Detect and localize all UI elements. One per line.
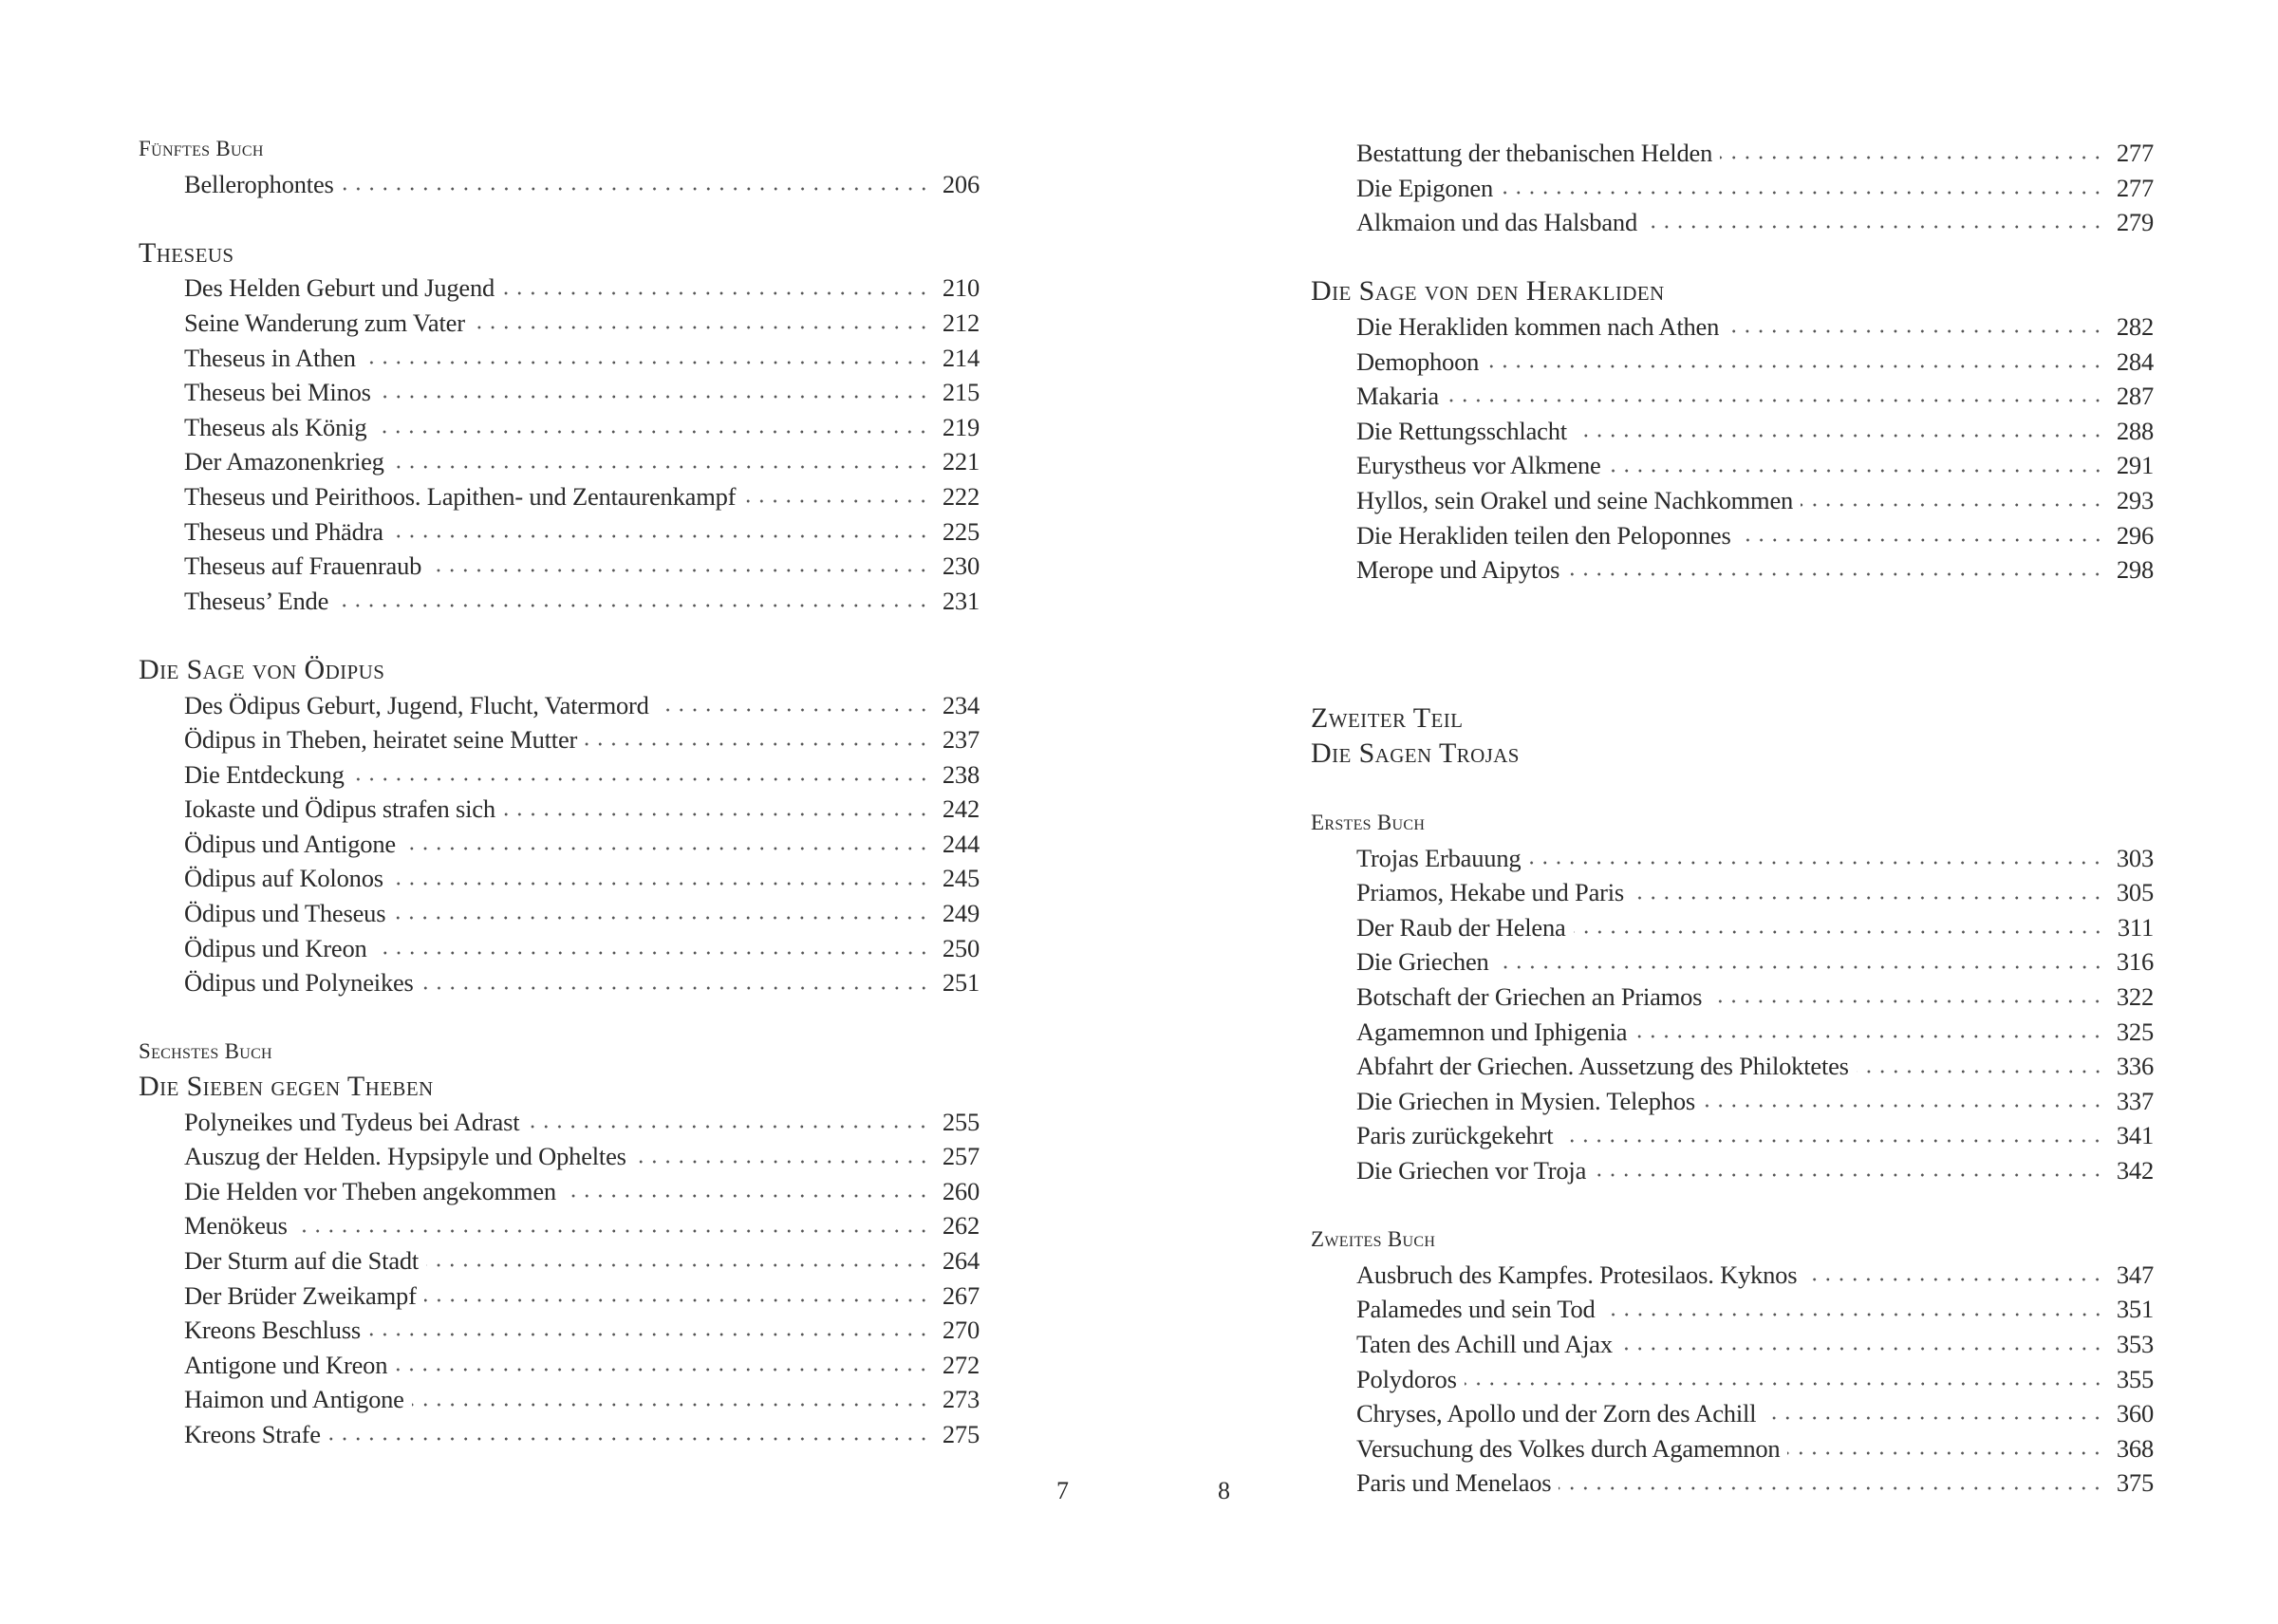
dot-leader [743,498,930,504]
spacer [1311,772,2154,807]
book-heading: Sechstes Buch [139,1039,272,1064]
dot-leader [1804,1277,2104,1282]
entry-page-number: 250 [942,933,980,962]
dot-leader [1609,468,2104,474]
toc-entry [1311,379,2154,414]
toc-entry [1311,1431,2154,1466]
dot-leader [1709,999,2104,1004]
dot-leader [1703,1103,2104,1109]
toc-entry [139,1382,980,1417]
entry-page-number: 336 [2116,1052,2154,1081]
entry-page-number: 222 [942,481,980,511]
entry-title: Antigone und Kreon [184,1350,388,1379]
entry-page-number: 275 [942,1419,980,1448]
entry-page-number: 255 [942,1107,980,1136]
toc-entry [1311,1258,2154,1293]
dot-leader [585,741,930,747]
entry-title: Haimon und Antigone [184,1385,404,1414]
entry-title: Theseus’ Ende [184,586,329,615]
entry-page-number: 279 [2116,208,2154,237]
entry-page-number: 221 [942,447,980,476]
entry-page-number: 375 [2116,1468,2154,1498]
entry-title: Bestattung der thebanischen Helden [1356,139,1713,167]
dot-leader [502,290,930,296]
entry-page-number: 287 [2116,382,2154,411]
entry-title: Auszug der Helden. Hypsipyle und Opheltes [184,1142,626,1171]
section-heading: Die Sieben gegen Theben [139,1071,434,1103]
entry-title: Die Griechen vor Troja [1356,1156,1587,1185]
entry-page-number: 210 [942,273,980,303]
entry-title: Priamos, Hekabe und Paris [1356,878,1625,907]
dot-leader [368,1332,930,1337]
page-number-right: 8 [1218,1477,1230,1504]
entry-title: Ödipus und Antigone [184,829,396,858]
dot-leader [1486,364,2104,369]
section-heading: Die Sage von den Herakliden [1311,275,1665,308]
entry-title: Die Helden vor Theben angekommen [184,1176,556,1205]
toc-entry [139,306,980,341]
entry-title: Die Epigonen [1356,173,1494,202]
entry-title: Taten des Achill und Ajax [1356,1330,1613,1358]
toc-entry [139,167,980,202]
dot-leader [379,394,930,400]
entry-page-number: 311 [2117,912,2154,942]
dot-leader [634,1159,930,1165]
entry-title: Ausbruch des Kampfes. Protesilaos. Kyknos [1356,1260,1798,1289]
entry-title: Chryses, Apollo und der Zorn des Achill [1356,1399,1757,1428]
toc-entry [1311,875,2154,910]
dot-leader [1632,895,2104,901]
entry-page-number: 353 [2116,1330,2154,1358]
dot-leader [1645,224,2104,230]
dot-leader [1857,1069,2104,1074]
dot-leader [1559,1485,2104,1491]
toc-entry [139,1105,980,1140]
dot-leader [403,846,930,851]
dot-leader [395,1367,930,1372]
spacer [139,1000,980,1036]
entry-title: Theseus und Peirithoos. Lapithen- und Zentaurenkampf [184,481,737,511]
toc-entry [1311,1362,2154,1397]
entry-title: Iokaste und Ödipus strafen sich [184,794,495,824]
entry-page-number: 264 [942,1246,980,1275]
entry-title: Ödipus auf Kolonos [184,864,383,893]
dot-leader [1594,1172,2104,1178]
entry-page-number: 230 [942,551,980,581]
toc-entry [139,549,980,584]
toc-entry [139,1174,980,1209]
dot-leader [352,776,930,782]
entry-page-number: 291 [2116,451,2154,480]
section-heading: Die Sage von Ödipus [139,653,385,685]
entry-title: Theseus bei Minos [184,378,371,407]
entry-page-number: 355 [2116,1364,2154,1393]
toc-entry [1311,841,2154,876]
entry-title: Hyllos, sein Orakel und seine Nachkommen [1356,485,1794,514]
toc-entry [139,410,980,445]
toc-entry [139,1348,980,1383]
entry-title: Des Ödipus Geburt, Jugend, Flucht, Vatermord [184,690,649,719]
entry-page-number: 298 [2116,555,2154,585]
entry-page-number: 244 [942,829,980,858]
entry-title: Paris und Menelaos [1356,1468,1552,1498]
entry-title: Alkmaion und das Halsband [1356,208,1638,237]
spacer [1311,667,2154,702]
dot-leader [1634,1034,2104,1039]
entry-page-number: 296 [2116,520,2154,550]
entry-page-number: 242 [942,794,980,824]
entry-page-number: 251 [942,968,980,998]
toc-entry [1311,483,2154,518]
spacer [139,201,980,236]
entry-page-number: 238 [942,759,980,789]
entry-title: Theseus als König [184,412,367,441]
toc-entry [1311,1396,2154,1431]
entry-title: Palamedes und sein Tod [1356,1295,1596,1324]
entry-title: Seine Wanderung zum Vater [184,308,465,337]
entry-page-number: 322 [2116,982,2154,1012]
entry-page-number: 273 [942,1385,980,1414]
entry-title: Die Entdeckung [184,759,345,789]
section-heading: Zweiter Teil [1311,702,1464,735]
entry-page-number: 267 [942,1280,980,1310]
toc-entry [1311,205,2154,240]
entry-title: Ödipus und Kreon [184,933,367,962]
toc-entry [1311,518,2154,553]
entry-title: Polyneikes und Tydeus bei Adrast [184,1107,520,1136]
entry-title: Die Herakliden kommen nach Athen [1356,311,1720,341]
dot-leader [1801,502,2104,508]
entry-title: Der Sturm auf die Stadt [184,1246,420,1275]
toc-entry [1311,414,2154,449]
toc-entry [139,479,980,514]
entry-page-number: 270 [942,1316,980,1345]
dot-leader [412,1402,930,1408]
toc-left-column [139,132,980,1452]
entry-page-number: 337 [2116,1086,2154,1115]
entry-page-number: 305 [2116,878,2154,907]
toc-entry [1311,980,2154,1015]
entry-page-number: 206 [942,169,980,198]
dot-leader [391,881,930,887]
entry-page-number: 347 [2116,1260,2154,1289]
toc-entry [139,1139,980,1174]
entry-page-number: 272 [942,1350,980,1379]
entry-page-number: 260 [942,1176,980,1205]
entry-page-number: 316 [2116,947,2154,977]
dot-leader [1528,860,2104,866]
entry-title: Abfahrt der Griechen. Aussetzung des Philoktetes [1356,1052,1849,1081]
toc-entry [139,1313,980,1348]
toc-entry [139,1243,980,1279]
entry-page-number: 277 [2116,173,2154,202]
dot-leader [364,360,930,365]
toc-entry [1311,171,2154,206]
dot-leader [426,1262,930,1268]
spacer [1311,240,2154,275]
toc-entry [1311,1292,2154,1327]
entry-page-number: 360 [2116,1399,2154,1428]
toc-entry [139,271,980,306]
dot-leader [374,429,930,435]
toc-entry [139,514,980,550]
dot-leader [1465,1381,2104,1387]
entry-title: Theseus und Phädra [184,516,383,546]
toc-entry [139,965,980,1000]
toc-entry [139,861,980,896]
entry-page-number: 351 [2116,1295,2154,1324]
entry-page-number: 277 [2116,139,2154,167]
entry-title: Ödipus und Polyneikes [184,968,414,998]
entry-page-number: 341 [2116,1121,2154,1150]
entry-page-number: 225 [942,516,980,546]
toc-entry [139,341,980,376]
entry-title: Botschaft der Griechen an Priamos [1356,982,1703,1012]
dot-leader [1727,328,2104,334]
entry-page-number: 293 [2116,485,2154,514]
toc-entry [139,792,980,827]
entry-title: Der Amazonenkrieg [184,447,384,476]
entry-title: Bellerophontes [184,169,334,198]
toc-entry [1311,1049,2154,1084]
entry-title: Paris zurückgekehrt [1356,1121,1554,1150]
dot-leader [1787,1450,2104,1456]
dot-leader [328,1436,930,1442]
toc-entry [139,722,980,757]
entry-title: Trojas Erbauung [1356,843,1522,872]
toc-entry [139,1279,980,1314]
entry-title: Polydoros [1356,1364,1457,1393]
entry-title: Der Raub der Helena [1356,912,1566,942]
dot-leader [1501,190,2104,196]
toc-entry [1311,309,2154,345]
entry-page-number: 282 [2116,311,2154,341]
entry-title: Ödipus in Theben, heiratet seine Mutter [184,725,578,755]
dot-leader [424,1297,930,1303]
spacer [139,618,980,653]
dot-leader [295,1228,930,1234]
dot-leader [1497,964,2104,970]
dot-leader [1567,571,2104,577]
dot-leader [1620,1346,2104,1352]
dot-leader [1739,537,2104,543]
entry-title: Agamemnon und Iphigenia [1356,1017,1628,1046]
entry-title: Die Rettungsschlacht [1356,416,1567,445]
book-heading: Erstes Buch [1311,811,1426,835]
entry-title: Demophoon [1356,346,1480,376]
dot-leader [1447,398,2104,403]
entry-page-number: 215 [942,378,980,407]
dot-leader [429,568,930,573]
dot-leader [336,603,930,608]
entry-title: Theseus in Athen [184,343,356,372]
toc-right-column [1311,136,2154,1501]
entry-title: Kreons Strafe [184,1419,321,1448]
dot-leader [391,533,930,539]
toc-entry [139,757,980,793]
entry-page-number: 231 [942,586,980,615]
dot-leader [657,707,930,713]
toc-entry [1311,944,2154,980]
toc-entry [1311,1327,2154,1362]
entry-page-number: 219 [942,412,980,441]
dot-leader [393,915,930,921]
dot-leader [1560,1138,2104,1144]
entry-page-number: 245 [942,864,980,893]
dot-leader [1574,929,2104,935]
entry-page-number: 212 [942,308,980,337]
page-number-left: 7 [1056,1477,1069,1504]
entry-page-number: 262 [942,1211,980,1241]
toc-entry [1311,1118,2154,1153]
dot-leader [421,985,930,991]
dot-leader [375,950,930,956]
dot-leader [1764,1415,2104,1421]
toc-entry [1311,910,2154,945]
entry-title: Die Griechen in Mysien. Telephos [1356,1086,1696,1115]
entry-title: Ödipus und Theseus [184,899,386,928]
entry-title: Eurystheus vor Alkmene [1356,451,1601,480]
entry-title: Merope und Aipytos [1356,555,1560,585]
entry-page-number: 257 [942,1142,980,1171]
entry-page-number: 325 [2116,1017,2154,1046]
entry-page-number: 342 [2116,1156,2154,1185]
dot-leader [1720,155,2104,160]
entry-title: Die Herakliden teilen den Peloponnes [1356,520,1731,550]
toc-entry [139,1417,980,1452]
entry-page-number: 288 [2116,416,2154,445]
entry-title: Des Helden Geburt und Jugend [184,273,495,303]
entry-title: Theseus auf Frauenraub [184,551,422,581]
toc-entry [1311,1084,2154,1119]
section-heading: Die Sagen Trojas [1311,737,1520,769]
dot-leader [564,1193,930,1199]
dot-leader [1575,433,2104,439]
entry-page-number: 368 [2116,1433,2154,1463]
toc-entry [139,688,980,723]
entry-title: Menökeus [184,1211,288,1241]
dot-leader [527,1124,930,1129]
toc-entry [1311,136,2154,171]
toc-entry [1311,345,2154,380]
book-heading: Zweites Buch [1311,1227,1436,1252]
toc-entry [139,827,980,862]
entry-page-number: 284 [2116,346,2154,376]
entry-title: Makaria [1356,382,1439,411]
dot-leader [503,812,930,817]
dot-leader [392,464,930,470]
spacer [1311,1188,2154,1223]
spacer [1311,588,2154,667]
entry-title: Der Brüder Zweikampf [184,1280,417,1310]
entry-title: Kreons Beschluss [184,1316,361,1345]
entry-page-number: 234 [942,690,980,719]
toc-entry [1311,1465,2154,1501]
toc-entry [1311,1153,2154,1188]
toc-entry [139,931,980,966]
entry-page-number: 249 [942,899,980,928]
entry-title: Versuchung des Volkes durch Agamemnon [1356,1433,1781,1463]
book-heading: Fünftes Buch [139,137,264,160]
entry-page-number: 303 [2116,843,2154,872]
dot-leader [473,325,930,330]
toc-entry [139,1208,980,1243]
toc-entry [139,375,980,410]
entry-page-number: 237 [942,725,980,755]
entry-title: Die Griechen [1356,947,1489,977]
toc-entry [139,584,980,619]
toc-entry [1311,448,2154,483]
dot-leader [1603,1312,2104,1317]
toc-entry [1311,552,2154,588]
entry-page-number: 214 [942,343,980,372]
section-heading: Theseus [139,236,234,269]
toc-entry [139,896,980,931]
toc-entry [1311,1015,2154,1050]
dot-leader [342,186,930,192]
toc-entry [139,444,980,479]
